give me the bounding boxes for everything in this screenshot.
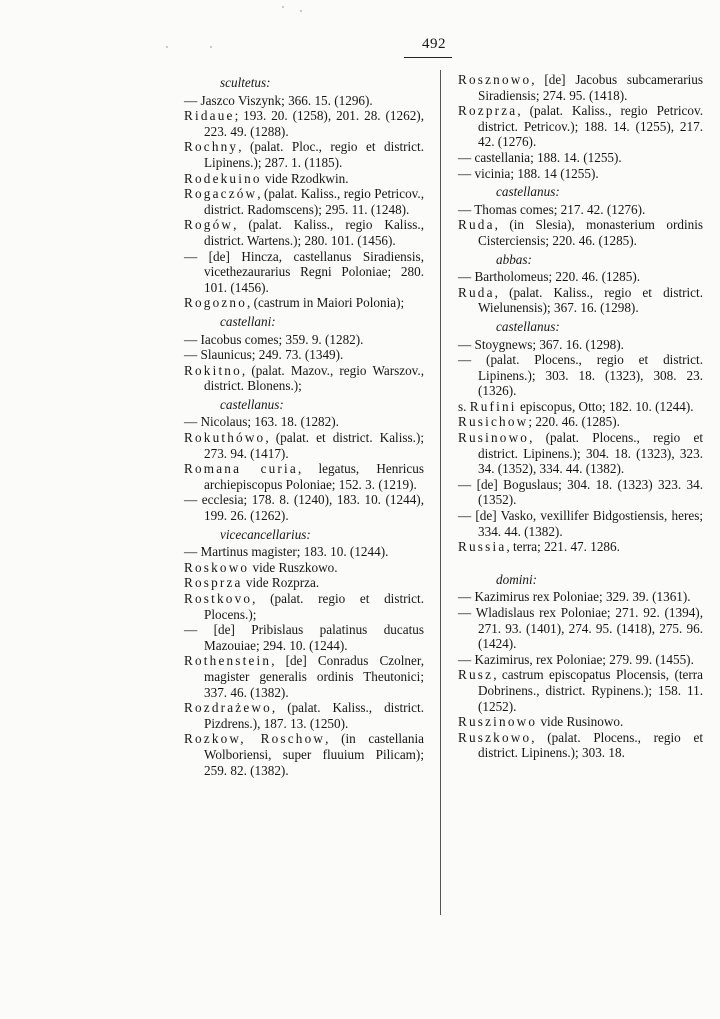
- entry-text: — Iacobus comes; 359. 9. (1282).: [184, 331, 364, 347]
- left-column: [184, 72, 424, 778]
- page-number: 492: [422, 36, 446, 52]
- index-entry: [184, 332, 424, 348]
- entry-text: , (palat. et district. Kaliss.); 273. 94. (1417).: [204, 430, 424, 461]
- entry-headword: Rosznowo: [458, 72, 532, 87]
- entry-text: — (palat. Plocens., regio et district. Lipinens.); 303. 18. (1323), 308. 23. (1326).: [458, 352, 703, 399]
- index-entry: [184, 731, 424, 778]
- index-entry: [458, 539, 703, 555]
- entry-text: — [de] Hincza, castellanus Siradiensis, vicethezaurarius Regni Poloniae; 280. 101. (1456).: [184, 248, 424, 295]
- entry-headword: Rothenstein: [184, 653, 272, 669]
- scan-speck: [282, 6, 284, 8]
- entry-headword: Rokuthówo: [184, 430, 266, 446]
- index-entry: [184, 108, 424, 139]
- index-entry: [458, 285, 703, 316]
- index-entry: [458, 72, 703, 103]
- subheading-text: castellanus:: [496, 184, 560, 200]
- index-entry: [458, 589, 703, 605]
- subheading: [458, 184, 703, 200]
- index-entry: [458, 652, 703, 668]
- index-entry: [184, 575, 424, 591]
- entry-text: — Nicolaus; 163. 18. (1282).: [184, 414, 339, 430]
- entry-text: — Thomas comes; 217. 42. (1276).: [458, 201, 646, 217]
- index-entry: [184, 591, 424, 622]
- subheading-text: castellanus:: [220, 396, 284, 412]
- entry-text: , (palat. Kaliss., regio Petricov. district. Petricov.); 188. 14. (1255), 217. 42. (1276).: [478, 103, 703, 150]
- scan-speck: [166, 46, 168, 48]
- entry-headword: Rogów: [184, 217, 234, 233]
- index-entry: [184, 171, 424, 187]
- entry-headword: Rusz: [458, 667, 494, 683]
- index-entry: [184, 653, 424, 700]
- index-entry: [458, 352, 703, 399]
- index-entry: [184, 347, 424, 363]
- index-entry: [184, 249, 424, 296]
- entry-headword: Ruszkowo: [458, 729, 532, 745]
- entry-headword: Ridaue: [184, 108, 235, 124]
- index-entry: [458, 399, 703, 415]
- entry-headword: Ruda: [458, 284, 495, 300]
- entry-headword: Rozkow, Roschow: [184, 731, 326, 747]
- entry-headword: Romana curia: [184, 461, 298, 477]
- subheading-text: abbas:: [496, 251, 532, 267]
- entry-text: , (castrum in Maiori Polonia);: [247, 295, 405, 311]
- entry-text: — castellania; 188. 14. (1255).: [458, 149, 622, 165]
- index-entry: [184, 492, 424, 523]
- index-entry: [458, 430, 703, 477]
- entry-text: — Kazimirus, rex Poloniae; 279. 99. (1455).: [458, 651, 694, 667]
- entry-text: , (palat. Kaliss., regio Kaliss., district. Wartens.); 280. 101. (1456).: [204, 217, 424, 248]
- entry-text: , (palat. Plocens., regio et district. Lipinens.); 303. 18.: [478, 729, 703, 761]
- entry-text: — Slaunicus; 249. 73. (1349).: [184, 347, 344, 363]
- entry-text: , terra; 221. 47. 1286.: [506, 539, 620, 555]
- entry-text: — [de] Vasko, vexillifer Bidgostiensis, heres; 334. 44. (1382).: [458, 508, 703, 539]
- blank-line: [458, 555, 703, 569]
- entry-text: , (palat. Kaliss., regio et district. Wielunensis); 367. 16. (1298).: [478, 284, 703, 316]
- index-entry: [184, 217, 424, 248]
- scan-speck: [210, 46, 212, 48]
- entry-text: — Bartholomeus; 220. 46. (1285).: [458, 269, 641, 285]
- index-entry: [458, 202, 703, 218]
- index-entry: [458, 166, 703, 182]
- entry-text: — vicinia; 188. 14 (1255).: [458, 165, 599, 181]
- index-entry: [184, 139, 424, 170]
- entry-text: — Wladislaus rex Poloniae; 271. 92. (1394), 271. 93. (1401), 274. 95. (1418), 275. 96. (1424).: [458, 605, 703, 652]
- entry-text: episcopus, Otto; 182. 10. (1244).: [516, 398, 694, 414]
- entry-headword: Ruda: [458, 217, 495, 233]
- index-entry: [184, 700, 424, 731]
- index-entry: [458, 337, 703, 353]
- subheading-text: castellanus:: [496, 318, 560, 334]
- index-entry: [184, 461, 424, 492]
- entry-text: , (palat. Kaliss., district. Pizdrens.), 187. 13. (1250).: [204, 700, 424, 731]
- entry-text: ; 220. 46. (1285).: [528, 414, 620, 430]
- scan-speck: [300, 10, 302, 12]
- subheading: [184, 397, 424, 413]
- subheading: [458, 319, 703, 335]
- entry-text: — [de] Pribislaus palatinus ducatus Mazouiae; 294. 10. (1244).: [184, 622, 424, 653]
- entry-headword: Rusichow: [458, 414, 529, 430]
- entry-headword: Rokitno: [184, 362, 242, 378]
- index-entry: [458, 103, 703, 150]
- entry-text: ; 193. 20. (1258), 201. 28. (1262), 223. 49. (1288).: [204, 108, 424, 139]
- index-entry: [458, 414, 703, 430]
- entry-text: , [de] Conradus Czolner, magister generalis ordinis Theutonici; 337. 46. (1382).: [204, 653, 424, 700]
- index-entry: [458, 508, 703, 539]
- index-entry: [458, 477, 703, 508]
- entry-headword: Rostkovo: [184, 591, 253, 606]
- entry-headword: Rochny: [184, 139, 239, 155]
- entry-text: vide Ruszkowo.: [249, 559, 338, 575]
- subheading: [184, 314, 424, 330]
- entry-headword: Rusinowo: [458, 430, 530, 446]
- entry-headword: Rogaczów: [184, 186, 258, 202]
- entry-headword: Rosprza: [184, 575, 243, 591]
- entry-prefix: s.: [458, 398, 470, 414]
- index-entry: [458, 714, 703, 730]
- index-entry: [184, 186, 424, 217]
- entry-headword: Rozprza: [458, 103, 518, 119]
- index-entry: [184, 430, 424, 461]
- subheading-text: scultetus:: [220, 75, 271, 90]
- entry-text: , castrum episcopatus Plocensis, (terra Dobrinens., district. Rypinens.); 158. 11. (1252).: [478, 667, 703, 714]
- entry-text: — Stoygnews; 367. 16. (1298).: [458, 336, 624, 352]
- right-column: [458, 72, 703, 761]
- entry-text: — Jaszco Viszynk; 366. 15. (1296).: [184, 92, 373, 108]
- index-entry: [184, 544, 424, 560]
- index-entry: [184, 93, 424, 109]
- index-entry: [458, 730, 703, 761]
- index-entry: [458, 150, 703, 166]
- subheading-text: vicecancellarius:: [220, 526, 311, 542]
- entry-text: vide Rozprza.: [242, 575, 320, 591]
- entry-headword: Rozdrażewo: [184, 700, 272, 716]
- entry-headword: Ruszinowo: [458, 714, 538, 730]
- entry-text: , (in Slesia), monasterium ordinis Cisterciensis; 220. 46. (1285).: [478, 217, 703, 248]
- entry-text: , [de] Jacobus subcamerarius Siradiensis; 274. 95. (1418).: [478, 72, 703, 103]
- subheading-text: domini:: [496, 571, 538, 587]
- entry-headword: Roskowo: [184, 559, 250, 575]
- page-number-rule: [404, 57, 452, 58]
- entry-text: , (palat. Mazov., regio Warszov., district. Blonens.);: [204, 362, 424, 394]
- entry-headword: Russia: [458, 539, 507, 555]
- subheading: [458, 252, 703, 268]
- subheading-text: castellani:: [220, 313, 276, 329]
- subheading: [458, 572, 703, 588]
- entry-text: vide Rzodkwin.: [261, 170, 349, 186]
- index-entry: [184, 414, 424, 430]
- entry-headword: Rufini: [469, 398, 517, 414]
- index-entry: [184, 363, 424, 394]
- entry-text: , (palat. Kaliss., regio Petricov., district. Radomscens); 295. 11. (1248).: [204, 186, 424, 217]
- index-entry: [184, 622, 424, 653]
- index-entry: [458, 667, 703, 714]
- entry-text: — Martinus magister; 183. 10. (1244).: [184, 544, 389, 560]
- entry-text: , (palat. Plocens., regio et district. Lipinens.); 304. 18. (1323), 323. 34. (1352), 334. 44. (1382).: [478, 430, 703, 477]
- column-divider: [440, 70, 441, 915]
- entry-text: , (in castellania Wolboriensi, super fluuium Pilicam); 259. 82. (1382).: [204, 731, 424, 778]
- entry-headword: Rogozno: [184, 295, 248, 311]
- entry-text: , (palat. regio et district. Plocens.);: [204, 591, 424, 622]
- entry-text: , (palat. Ploc., regio et district. Lipinens.); 287. 1. (1185).: [204, 139, 424, 170]
- index-entry: [458, 217, 703, 248]
- entry-text: — Kazimirus rex Poloniae; 329. 39. (1361).: [458, 589, 691, 605]
- subheading: [184, 527, 424, 543]
- index-entry: [184, 295, 424, 311]
- index-entry: [458, 269, 703, 285]
- index-entry: [184, 560, 424, 576]
- entry-headword: Rodekuino: [184, 170, 262, 186]
- subheading: [184, 75, 424, 91]
- entry-text: , legatus, Henricus archiepiscopus Poloniae; 152. 3. (1219).: [204, 461, 424, 492]
- entry-text: — [de] Boguslaus; 304. 18. (1323) 323. 34. (1352).: [458, 476, 703, 508]
- index-entry: [458, 605, 703, 652]
- entry-text: — ecclesia; 178. 8. (1240), 183. 10. (1244), 199. 26. (1262).: [184, 492, 424, 524]
- entry-text: vide Rusinowo.: [537, 714, 624, 730]
